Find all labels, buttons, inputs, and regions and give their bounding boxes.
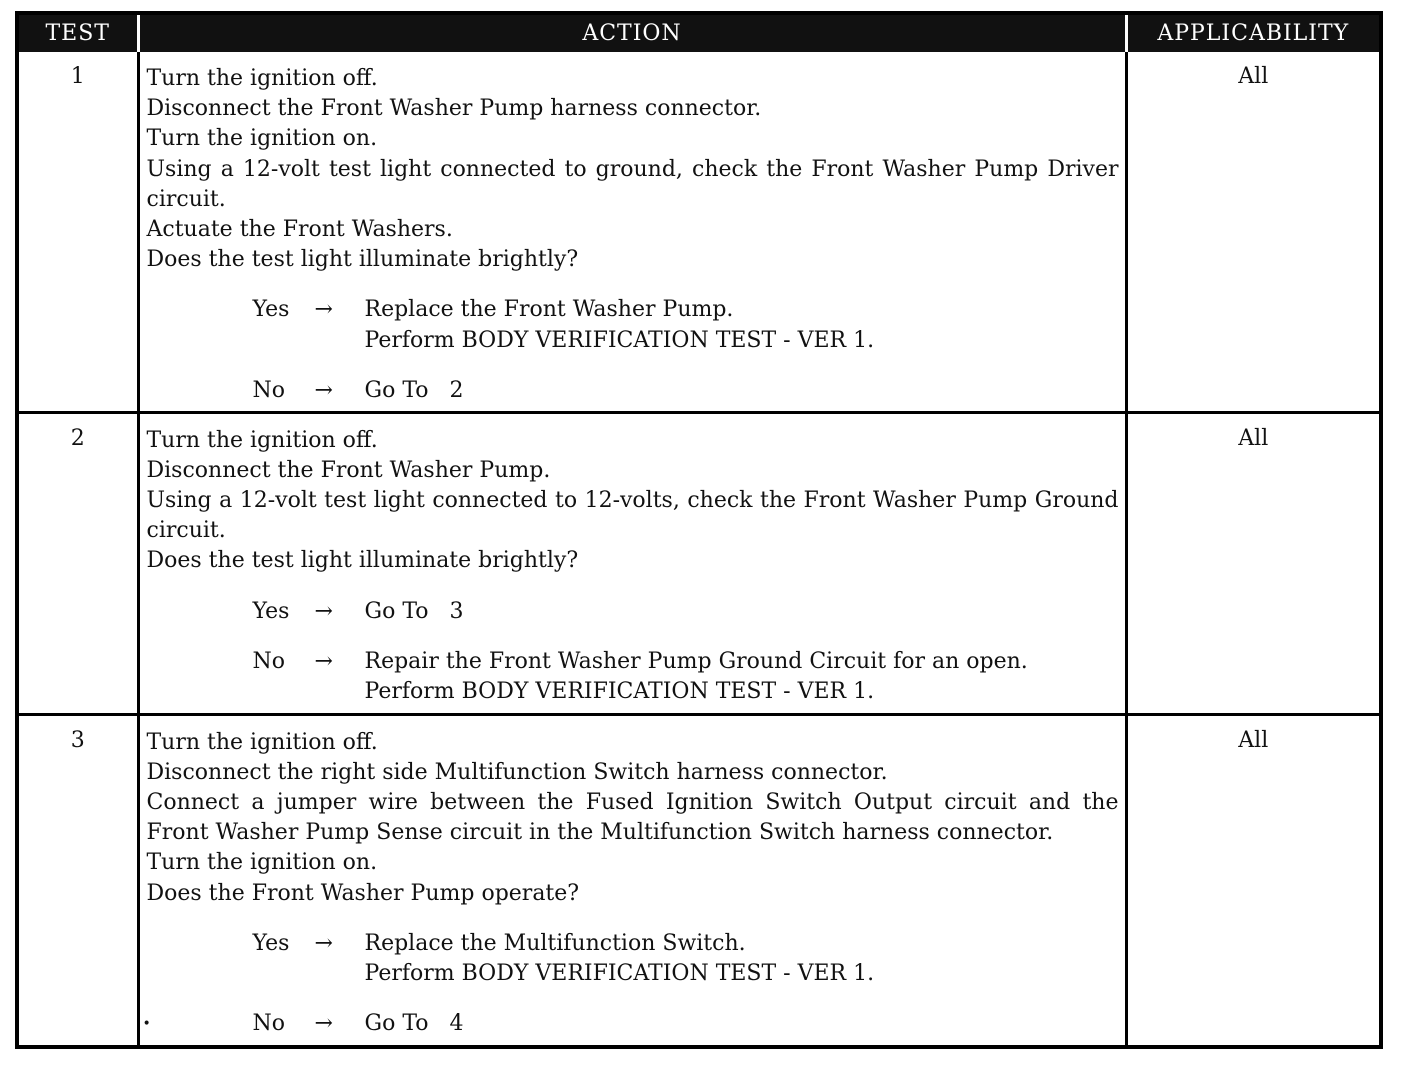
applicability-cell: All <box>1126 714 1379 1046</box>
action-step: Using a 12-volt test light connected to ground, check the Front Washer Pump Driver circuit. <box>146 156 1119 212</box>
result-line: Replace the Front Washer Pump. <box>364 297 734 323</box>
yes-outcome <box>253 597 1119 627</box>
yes-result <box>365 295 1119 355</box>
yes-outcome <box>253 295 1119 355</box>
no-outcome <box>253 376 1119 406</box>
arrow-icon: → <box>314 377 333 403</box>
test-number: 3 <box>19 714 138 1046</box>
bullet-mark: • <box>142 1016 151 1033</box>
action-step: Turn the ignition off. <box>146 427 378 453</box>
action-step: Turn the ignition on. <box>146 126 378 152</box>
result-line: Go To 2 <box>364 377 464 403</box>
arrow-icon: → <box>314 598 333 624</box>
table-row <box>19 412 1379 714</box>
test-number: 2 <box>19 412 138 714</box>
header-test: TEST <box>19 15 138 52</box>
yes-label: Yes <box>252 297 290 323</box>
yes-result <box>365 597 1119 627</box>
no-label: No <box>252 648 285 674</box>
result-line: Replace the Multifunction Switch. <box>364 930 746 956</box>
yes-label: Yes <box>252 930 290 956</box>
action-step: Does the test light illuminate brightly? <box>146 247 579 273</box>
action-step: Disconnect the right side Multifunction Switch harness connector. <box>146 759 888 785</box>
result-line: Perform BODY VERIFICATION TEST - VER 1. <box>364 678 875 704</box>
no-label: No <box>252 377 285 403</box>
action-step: Disconnect the Front Washer Pump harness connector. <box>146 96 762 122</box>
no-outcome <box>142 1009 1119 1039</box>
result-line: Repair the Front Washer Pump Ground Circuit for an open. <box>364 648 1028 674</box>
test-table <box>19 15 1379 1046</box>
applicability-cell: All <box>1126 52 1379 412</box>
yes-outcome <box>253 929 1119 989</box>
action-step: Using a 12-volt test light connected to 12-volts, check the Front Washer Pump Ground circuit. <box>146 487 1119 544</box>
no-result <box>365 376 1119 406</box>
action-cell <box>138 412 1126 714</box>
result-line: Go To 4 <box>364 1011 464 1037</box>
action-step: Actuate the Front Washers. <box>146 217 453 243</box>
action-step: Does the test light illuminate brightly? <box>146 548 579 574</box>
result-line: Perform BODY VERIFICATION TEST - VER 1. <box>364 960 875 986</box>
action-step: Turn the ignition off. <box>146 66 378 91</box>
action-step: Does the Front Washer Pump operate? <box>146 880 580 906</box>
table-header <box>19 15 1379 52</box>
action-cell <box>138 714 1126 1046</box>
header-applicability: APPLICABILITY <box>1126 15 1379 52</box>
yes-result <box>365 929 1119 989</box>
applicability-cell: All <box>1126 412 1379 714</box>
action-step: Turn the ignition off. <box>146 729 378 755</box>
table-row <box>19 52 1379 412</box>
no-result <box>365 647 1119 707</box>
test-number: 1 <box>19 52 138 412</box>
table-row <box>19 714 1379 1046</box>
result-line: Go To 3 <box>364 598 464 624</box>
arrow-icon: → <box>314 648 333 674</box>
arrow-icon: → <box>314 930 333 956</box>
arrow-icon: → <box>314 297 333 323</box>
result-line: Perform BODY VERIFICATION TEST - VER 1. <box>364 327 875 353</box>
header-action: ACTION <box>138 15 1126 52</box>
no-result <box>365 1009 1119 1039</box>
action-step: Disconnect the Front Washer Pump. <box>146 457 551 483</box>
no-outcome <box>253 647 1119 707</box>
no-label: No <box>252 1011 285 1037</box>
action-cell <box>138 52 1126 412</box>
yes-label: Yes <box>252 598 290 624</box>
diagnostic-test-table <box>15 11 1383 1049</box>
arrow-icon: → <box>314 1011 333 1037</box>
action-step: Turn the ignition on. <box>146 850 378 876</box>
action-step: Connect a jumper wire between the Fused Ignition Switch Output circuit and the Front Washer Pump Sense circuit in the Multifunction Switch harness connector. <box>146 789 1119 846</box>
